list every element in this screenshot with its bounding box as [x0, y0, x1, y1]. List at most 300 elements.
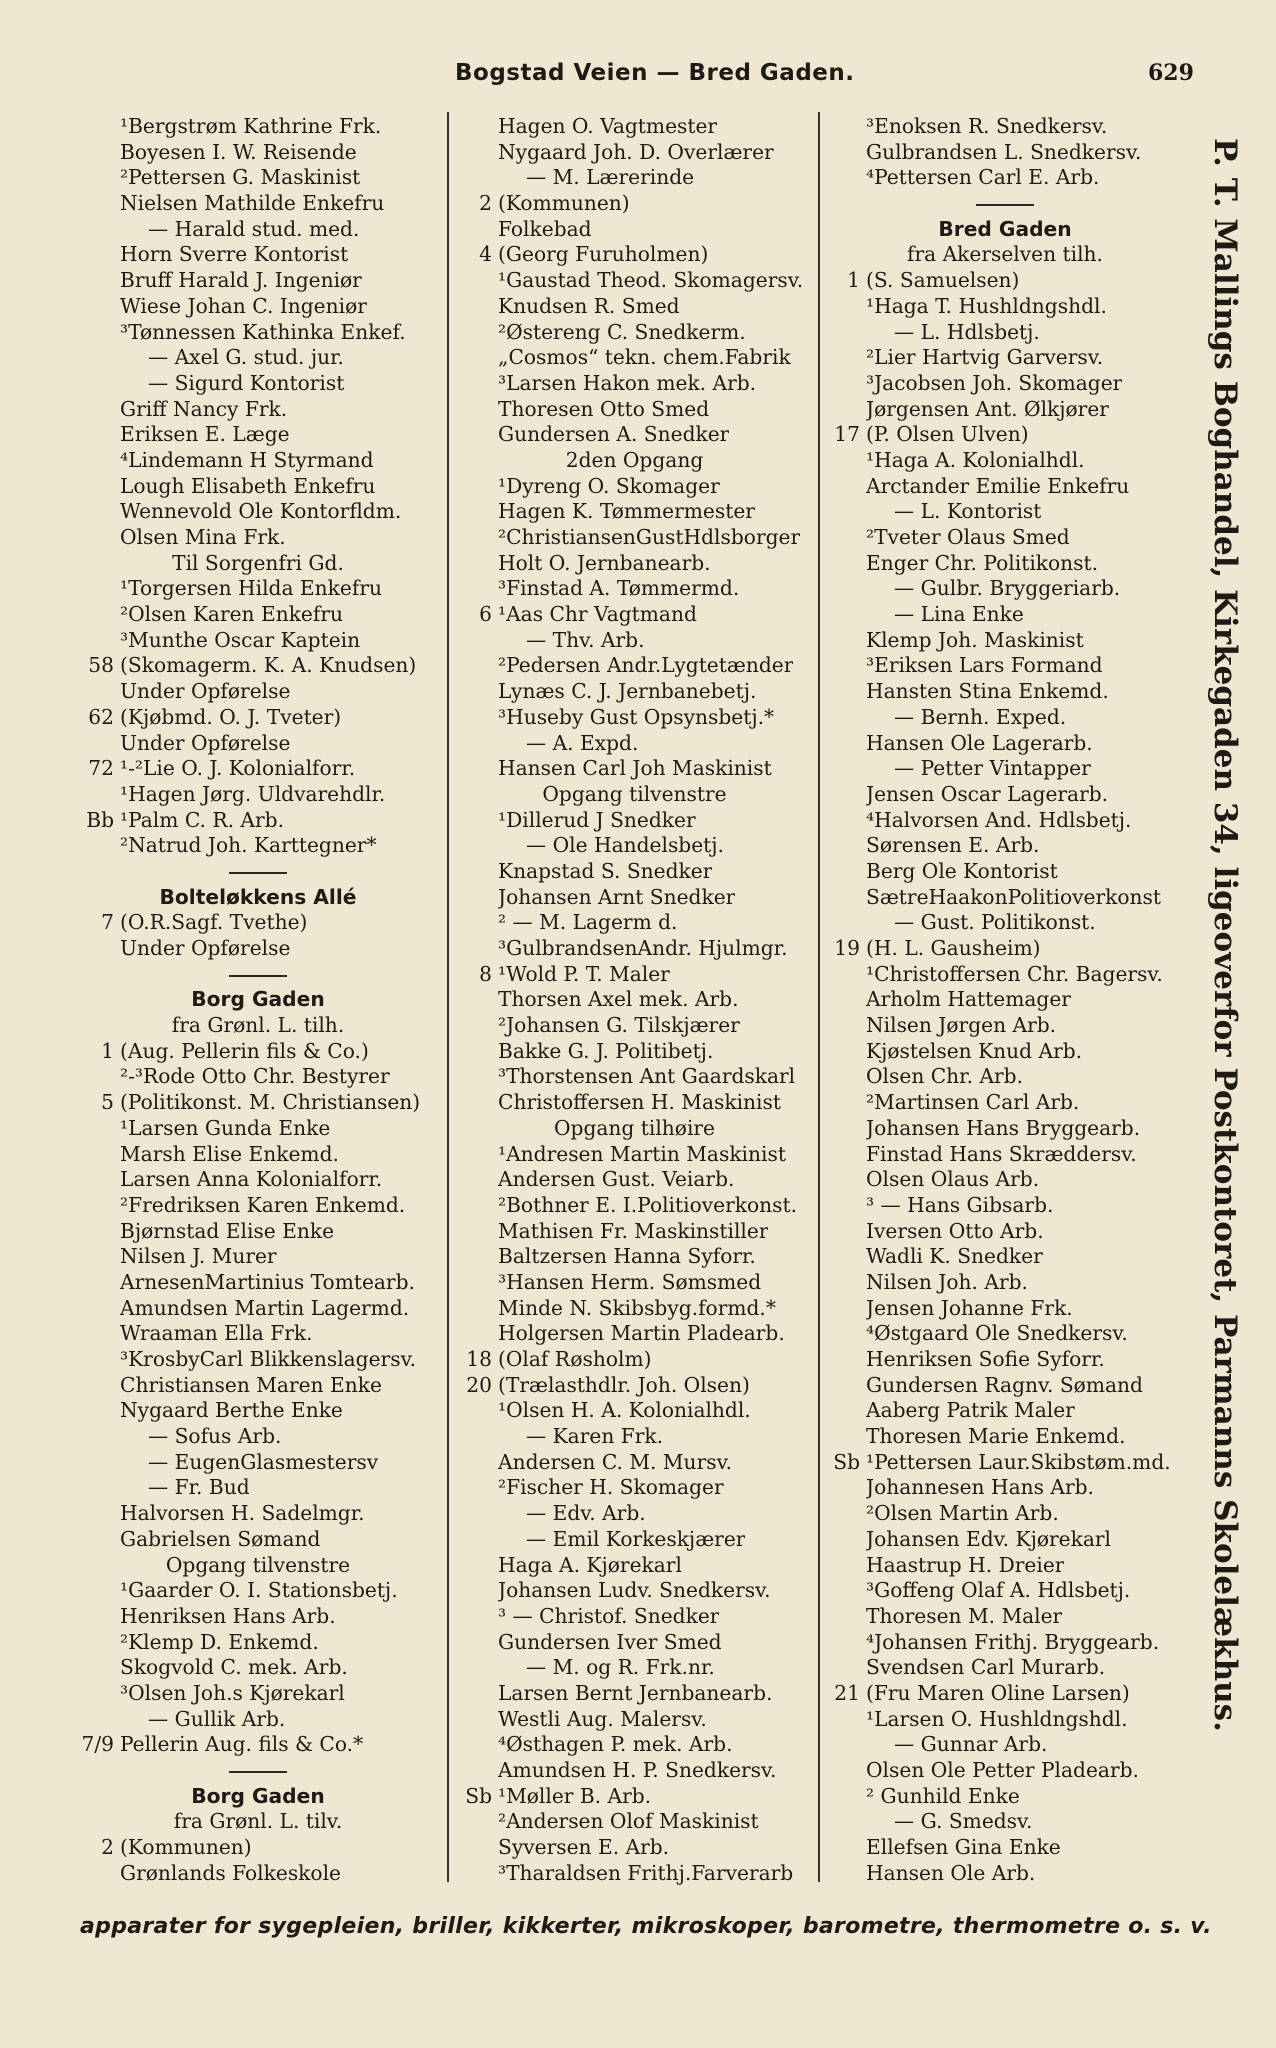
entry-text: Nilsen Jørgen Arb.: [866, 1013, 1057, 1038]
directory-entry: [452, 191, 817, 217]
directory-entry: [452, 705, 817, 731]
directory-entry: [74, 1039, 442, 1065]
entry-text: Olsen Mina Frk.: [120, 525, 286, 549]
entry-text: — Ole Handelsbetj.: [526, 833, 724, 858]
directory-entry: [452, 268, 817, 294]
house-number: [74, 679, 120, 705]
entry-text: fra Grønl. L. tilh.: [171, 1013, 345, 1038]
entry-text: Ellefsen Gina Enke: [866, 1835, 1061, 1860]
house-number: [452, 320, 498, 346]
directory-column-1: [74, 114, 442, 1886]
house-number: [452, 1219, 498, 1245]
house-number: [820, 114, 866, 140]
entry-text: — Axel G. stud. jur.: [148, 345, 344, 370]
entry-text: ³KrosbyCarl Blikkenslagersv.: [120, 1347, 416, 1371]
entry-text: ⁴Østhagen P. mek. Arb.: [498, 1732, 733, 1757]
directory-entry: [74, 576, 442, 602]
house-number: [452, 217, 498, 243]
house-number: [74, 1681, 120, 1707]
house-number: [452, 397, 498, 423]
directory-entry: [74, 448, 442, 474]
directory-entry: [452, 859, 817, 885]
entry-text: Wennevold Ole Kontorfldm.: [120, 499, 402, 524]
house-number: [820, 1219, 866, 1245]
directory-entry: [452, 962, 817, 988]
entry-text: ³Eriksen Lars Formand: [866, 653, 1103, 678]
directory-entry: [74, 808, 442, 834]
entry-text: Arholm Hattemager: [866, 987, 1071, 1012]
section-separator: [74, 962, 442, 988]
entry-text: ²Pedersen Andr.Lygtetænder: [498, 653, 794, 678]
directory-entry: [74, 1681, 442, 1707]
directory-entry: [74, 628, 442, 654]
entry-text: Wraaman Ella Frk.: [120, 1321, 313, 1346]
entry-text: — A. Expd.: [526, 730, 639, 755]
directory-entry: [820, 1090, 1190, 1116]
directory-entry: [452, 628, 817, 654]
directory-entry: [820, 936, 1190, 962]
house-number: [820, 1090, 866, 1116]
entry-text: Johansen Arnt Snedker: [498, 884, 736, 909]
entry-text: ² Gunhild Enke: [866, 1783, 1020, 1808]
entry-text: — G. Smedsv.: [894, 1809, 1033, 1834]
house-number: [820, 1784, 866, 1810]
entry-text: — L. Hdlsbetj.: [894, 319, 1040, 344]
entry-text: Thorsen Axel mek. Arb.: [498, 987, 739, 1012]
directory-entry: [452, 1707, 817, 1733]
entry-text: ¹Bergstrøm Kathrine Frk.: [120, 114, 382, 138]
directory-entry: [452, 1090, 817, 1116]
house-number: [820, 782, 866, 808]
house-number: [452, 936, 498, 962]
house-number: [74, 1578, 120, 1604]
house-number: 5: [101, 1090, 114, 1115]
directory-entry: [820, 1321, 1190, 1347]
entry-text: Hansten Stina Enkemd.: [866, 679, 1109, 704]
house-number: [452, 1707, 498, 1733]
house-number: [74, 1347, 120, 1373]
entry-text: ²Bothner E. I.Politioverkonst.: [498, 1192, 798, 1217]
directory-entry: [74, 1861, 442, 1887]
entry-text: Borg Gaden: [191, 1783, 325, 1808]
house-number: [74, 345, 120, 371]
house-number: 62: [88, 704, 114, 729]
entry-text: Holt O. Jernbanearb.: [498, 550, 711, 575]
entry-text: Olsen Chr. Arb.: [866, 1064, 1024, 1089]
directory-entry: [74, 551, 442, 577]
house-number: [74, 165, 120, 191]
entry-text: Knudsen R. Smed: [498, 293, 680, 318]
directory-entry: [74, 1270, 442, 1296]
directory-entry: [452, 808, 817, 834]
entry-text: Gulbrandsen L. Snedkersv.: [866, 139, 1142, 164]
entry-text: Larsen Anna Kolonialforr.: [120, 1167, 383, 1192]
house-number: [452, 1244, 498, 1270]
directory-entry: [452, 1116, 817, 1142]
entry-text: Opgang tilhøire: [553, 1115, 715, 1140]
entry-text: — Karen Frk.: [526, 1424, 664, 1449]
house-number: [74, 936, 120, 962]
house-number: [820, 1578, 866, 1604]
entry-text: ²Klemp D. Enkemd.: [120, 1629, 319, 1654]
entry-text: ³Enoksen R. Snedkersv.: [866, 114, 1108, 138]
directory-entry: [820, 705, 1190, 731]
directory-entry: [820, 1270, 1190, 1296]
house-number: [74, 1373, 120, 1399]
entry-text: — Lina Enke: [894, 602, 1024, 627]
directory-entry: [74, 936, 442, 962]
directory-entry: [74, 1013, 442, 1039]
entry-text: ³Thorstensen Ant Gaardskarl: [498, 1064, 796, 1089]
entry-text: Johannesen Hans Arb.: [866, 1475, 1094, 1500]
directory-entry: [452, 1553, 817, 1579]
entry-text: Pellerin Aug. fils & Co.*: [120, 1732, 364, 1757]
house-number: [820, 1604, 866, 1630]
directory-entry: [74, 1244, 442, 1270]
entry-text: Johansen Hans Bryggearb.: [866, 1115, 1141, 1140]
directory-entry: [452, 448, 817, 474]
directory-entry: [820, 448, 1190, 474]
entry-text: Klemp Joh. Maskinist: [866, 627, 1084, 652]
house-number: [452, 576, 498, 602]
directory-entry: [452, 1450, 817, 1476]
house-number: [74, 1219, 120, 1245]
house-number: [74, 1861, 120, 1887]
directory-entry: [452, 1655, 817, 1681]
directory-entry: [820, 833, 1190, 859]
directory-entry: [452, 731, 817, 757]
entry-text: ³Tharaldsen Frithj.Farverarb: [498, 1860, 794, 1885]
directory-entry: [820, 1398, 1190, 1424]
entry-text: ³Munthe Oscar Kaptein: [120, 627, 361, 652]
directory-entry: [452, 525, 817, 551]
directory-entry: [820, 1732, 1190, 1758]
directory-entry: [452, 1758, 817, 1784]
house-number: [452, 1090, 498, 1116]
directory-entry: [74, 1296, 442, 1322]
house-number: [820, 551, 866, 577]
directory-entry: [452, 1861, 817, 1887]
house-number: [74, 397, 120, 423]
directory-entry: [452, 1681, 817, 1707]
house-number: [452, 705, 498, 731]
house-number: [452, 1578, 498, 1604]
house-number: [452, 345, 498, 371]
entry-text: ¹-²Lie O. J. Kolonialforr.: [120, 756, 356, 781]
directory-entry: [452, 397, 817, 423]
house-number: [452, 1501, 498, 1527]
house-number: [74, 371, 120, 397]
house-number: [452, 1142, 498, 1168]
directory-entry: [74, 1630, 442, 1656]
entry-text: — EugenGlasmestersv: [148, 1449, 379, 1474]
directory-entry: [74, 242, 442, 268]
directory-entry: [820, 345, 1190, 371]
house-number: [820, 962, 866, 988]
house-number: [452, 1553, 498, 1579]
house-number: [74, 628, 120, 654]
directory-entry: [74, 1398, 442, 1424]
entry-text: (Aug. Pellerin fils & Co.): [120, 1038, 369, 1063]
entry-text: Olsen Ole Petter Pladearb.: [866, 1758, 1139, 1782]
directory-entry: [820, 1373, 1190, 1399]
directory-entry: [452, 576, 817, 602]
entry-text: ⁴Østgaard Ole Snedkersv.: [866, 1321, 1128, 1346]
entry-text: Hansen Ole Lagerarb.: [866, 730, 1093, 755]
directory-entry: [452, 602, 817, 628]
entry-text: ²Østereng C. Snedkerm.: [498, 319, 746, 344]
house-number: [820, 1732, 866, 1758]
entry-text: Mathisen Fr. Maskinstiller: [498, 1218, 769, 1243]
entry-text: Boyesen I. W. Reisende: [120, 139, 357, 164]
entry-text: — Thv. Arb.: [526, 627, 645, 652]
house-number: [820, 885, 866, 911]
entry-text: Gundersen A. Snedker: [498, 422, 730, 447]
directory-entry: [820, 782, 1190, 808]
directory-entry: [74, 1809, 442, 1835]
house-number: 19: [834, 936, 860, 960]
directory-entry: [452, 782, 817, 808]
directory-entry: [820, 242, 1190, 268]
entry-text: ¹Dillerud J Snedker: [498, 807, 696, 832]
directory-entry: [452, 936, 817, 962]
house-number: [820, 1270, 866, 1296]
directory-entry: [820, 910, 1190, 936]
house-number: [452, 653, 498, 679]
house-number: [820, 1167, 866, 1193]
directory-entry: [74, 679, 442, 705]
entry-text: Gundersen Iver Smed: [498, 1629, 722, 1654]
house-number: [452, 474, 498, 500]
house-number: 72: [88, 756, 114, 781]
house-number: [74, 1501, 120, 1527]
directory-entry: [74, 782, 442, 808]
directory-entry: [452, 1039, 817, 1065]
entry-text: Horn Sverre Kontorist: [120, 242, 349, 267]
house-number: 2: [101, 1835, 114, 1860]
directory-entry: [820, 679, 1190, 705]
house-number: [820, 1244, 866, 1270]
house-number: [74, 294, 120, 320]
house-number: [74, 114, 120, 140]
directory-entry: [74, 1732, 442, 1758]
directory-entry: [452, 242, 817, 268]
house-number: [74, 320, 120, 346]
house-number: [820, 397, 866, 423]
directory-entry: [820, 551, 1190, 577]
entry-text: Andersen C. M. Mursv.: [498, 1449, 732, 1474]
entry-text: Lough Elisabeth Enkefru: [120, 473, 376, 498]
house-number: [820, 628, 866, 654]
directory-entry: [452, 551, 817, 577]
house-number: [74, 1475, 120, 1501]
house-number: [452, 987, 498, 1013]
directory-entry: [820, 397, 1190, 423]
entry-text: ³GulbrandsenAndr. Hjulmgr.: [498, 936, 788, 960]
directory-entry: [820, 1809, 1190, 1835]
entry-text: — L. Kontorist: [894, 499, 1042, 524]
house-number: [820, 602, 866, 628]
entry-text: ¹Pettersen Laur.Skibstøm.md.: [866, 1449, 1171, 1474]
house-number: [452, 551, 498, 577]
entry-text: — Gullik Arb.: [148, 1706, 286, 1731]
entry-text: ²Pettersen G. Maskinist: [120, 165, 361, 190]
entry-text: Nielsen Mathilde Enkefru: [120, 191, 385, 216]
entry-text: (Kjøbmd. O. J. Tveter): [120, 704, 342, 729]
entry-text: (Olaf Røsholm): [498, 1347, 652, 1371]
directory-entry: [74, 268, 442, 294]
house-number: [452, 628, 498, 654]
entry-text: (P. Olsen Ulven): [866, 422, 1029, 447]
house-number: Sb: [465, 1783, 492, 1808]
entry-text: ³Olsen Joh.s Kjørekarl: [120, 1680, 345, 1705]
house-number: [820, 808, 866, 834]
entry-text: 2den Opgang: [565, 447, 704, 472]
entry-text: — M. og R. Frk.nr.: [526, 1655, 715, 1680]
entry-text: Larsen Bernt Jernbanearb.: [498, 1680, 773, 1705]
entry-text: Bruff Harald J. Ingeniør: [120, 268, 362, 293]
directory-entry: [452, 1527, 817, 1553]
entry-text: ²Olsen Martin Arb.: [866, 1501, 1059, 1526]
street-heading: [74, 1784, 442, 1810]
entry-text: ²Martinsen Carl Arb.: [866, 1090, 1080, 1115]
directory-entry: [820, 1064, 1190, 1090]
entry-text: ²-³Rode Otto Chr. Bestyrer: [120, 1064, 390, 1089]
house-number: [452, 499, 498, 525]
house-number: [820, 833, 866, 859]
directory-entry: [820, 1655, 1190, 1681]
directory-entry: [74, 1167, 442, 1193]
house-number: [820, 1527, 866, 1553]
house-number: [452, 1630, 498, 1656]
directory-entry: [452, 320, 817, 346]
directory-entry: [74, 499, 442, 525]
directory-entry: [452, 653, 817, 679]
house-number: [820, 653, 866, 679]
entry-text: Wiese Johan C. Ingeniør: [120, 293, 367, 318]
entry-text: (Georg Furuholmen): [498, 242, 709, 267]
entry-text: (Trælasthdlr. Joh. Olsen): [498, 1372, 750, 1397]
directory-entry: [452, 756, 817, 782]
house-number: [74, 525, 120, 551]
directory-entry: [452, 422, 817, 448]
street-heading: [74, 885, 442, 911]
entry-text: fra Grønl. L. tilv.: [173, 1809, 343, 1834]
page-number: 629: [1148, 60, 1194, 86]
house-number: [820, 1809, 866, 1835]
directory-entry: [74, 833, 442, 859]
entry-text: Finstad Hans Skræddersv.: [866, 1141, 1137, 1166]
house-number: [452, 1450, 498, 1476]
directory-entry: [820, 653, 1190, 679]
side-advertisement-text: P. T. Mallings Boghandel, Kirkegaden 34, ligeoverfor Postkontoret, Parmanns Skolelækhus.: [1207, 138, 1243, 1732]
directory-entry: [820, 1527, 1190, 1553]
house-number: [452, 1296, 498, 1322]
entry-text: Gundersen Ragnv. Sømand: [866, 1372, 1143, 1397]
directory-entry: [74, 1835, 442, 1861]
house-number: [820, 1142, 866, 1168]
entry-text: Minde N. Skibsbyg.formd.*: [498, 1295, 776, 1320]
directory-column-2: [452, 114, 817, 1886]
entry-text: — Bernh. Exped.: [894, 704, 1067, 729]
house-number: [820, 910, 866, 936]
entry-text: ²Fredriksen Karen Enkemd.: [120, 1192, 406, 1217]
entry-text: ³Goffeng Olaf A. Hdlsbetj.: [866, 1578, 1131, 1603]
entry-text: Christiansen Maren Enke: [120, 1372, 382, 1397]
entry-text: Jørgensen Ant. Ølkjører: [866, 396, 1109, 421]
house-number: [74, 268, 120, 294]
directory-entry: [452, 217, 817, 243]
house-number: [820, 320, 866, 346]
entry-text: Under Opførelse: [120, 936, 291, 960]
entry-text: ¹Torgersen Hilda Enkefru: [120, 576, 382, 601]
entry-text: Bred Gaden: [938, 216, 1072, 241]
house-number: [74, 1064, 120, 1090]
directory-entry: [74, 191, 442, 217]
directory-entry: [452, 1142, 817, 1168]
directory-entry: [820, 1784, 1190, 1810]
house-number: [820, 1064, 866, 1090]
entry-text: Thoresen Otto Smed: [498, 396, 710, 421]
entry-text: Griff Nancy Frk.: [120, 396, 288, 421]
directory-entry: [452, 140, 817, 166]
house-number: [452, 1758, 498, 1784]
directory-entry: [74, 422, 442, 448]
entry-text: Christoffersen H. Maskinist: [498, 1090, 781, 1115]
directory-entry: [452, 679, 817, 705]
entry-text: Jensen Oscar Lagerarb.: [866, 781, 1109, 806]
entry-text: Folkebad: [498, 216, 592, 241]
house-number: [452, 679, 498, 705]
directory-entry: [452, 1219, 817, 1245]
entry-text: Andersen Gust. Veiarb.: [498, 1167, 735, 1192]
house-number: [452, 1167, 498, 1193]
house-number: [820, 1861, 866, 1887]
directory-entry: [820, 268, 1190, 294]
house-number: [452, 833, 498, 859]
entry-text: — Gust. Politikonst.: [894, 910, 1096, 935]
house-number: [452, 1270, 498, 1296]
entry-text: SætreHaakonPolitioverkonst: [866, 884, 1161, 909]
directory-entry: [74, 756, 442, 782]
entry-text: ²Olsen Karen Enkefru: [120, 602, 343, 627]
directory-entry: [820, 371, 1190, 397]
house-number: 18: [466, 1347, 492, 1371]
house-number: [452, 1064, 498, 1090]
section-separator: [74, 859, 442, 885]
house-number: [74, 1604, 120, 1630]
house-number: [820, 1398, 866, 1424]
house-number: [820, 1835, 866, 1861]
directory-entry: [74, 371, 442, 397]
entry-text: Nilsen Joh. Arb.: [866, 1269, 1028, 1294]
house-number: [820, 1039, 866, 1065]
entry-text: Olsen Olaus Arb.: [866, 1167, 1040, 1192]
entry-text: ³ — Christof. Snedker: [498, 1603, 720, 1628]
directory-entry: [820, 499, 1190, 525]
entry-text: ¹Wold P. T. Maler: [498, 961, 670, 986]
street-heading: [74, 987, 442, 1013]
house-number: [452, 1861, 498, 1887]
entry-text: Bakke G. J. Politibetj.: [498, 1038, 714, 1063]
entry-text: Under Opførelse: [120, 679, 291, 704]
directory-entry: [74, 1527, 442, 1553]
entry-text: (Skomagerm. K. A. Knudsen): [120, 653, 417, 678]
entry-text: ¹Dyreng O. Skomager: [498, 473, 720, 498]
footer-advertisement: apparater for sygepleien, briller, kikkerter, mikroskoper, barometre, thermometre o. s. v.: [80, 1914, 1212, 1939]
directory-entry: [74, 910, 442, 936]
house-number: 17: [834, 422, 860, 447]
